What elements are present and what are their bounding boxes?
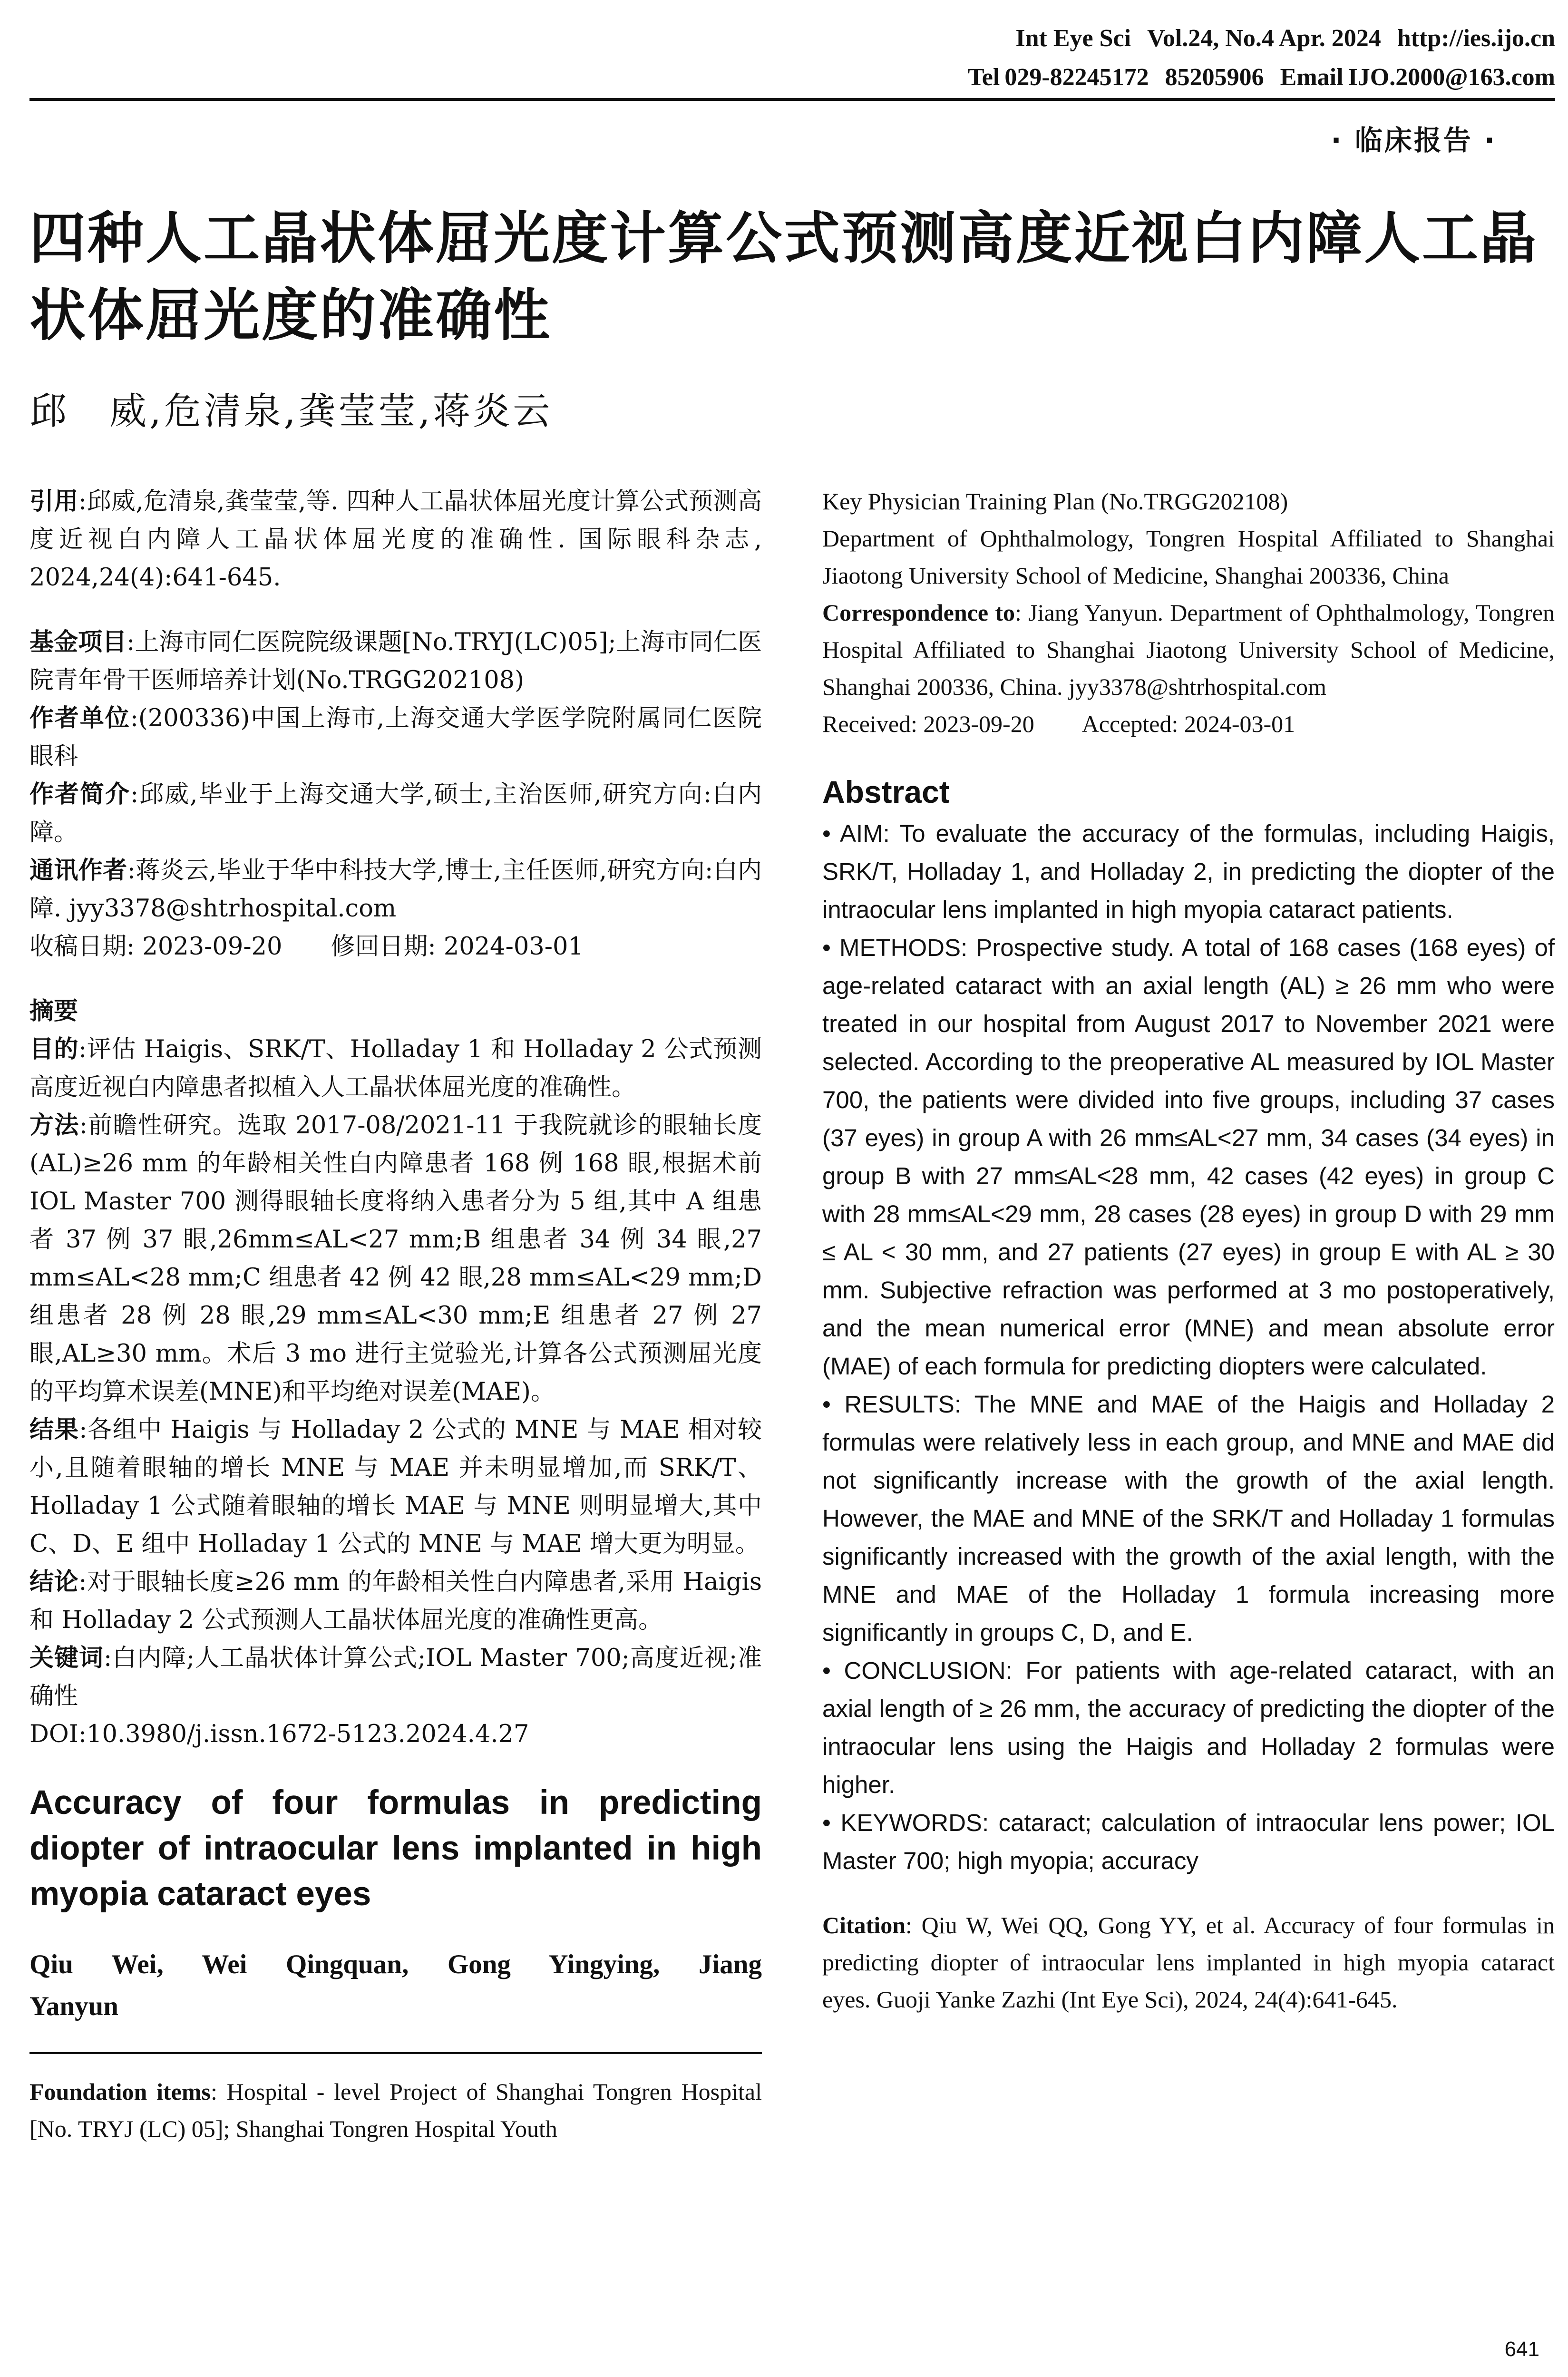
authors-cn: 邱 威,危清泉,龚莹莹,蒋炎云	[29, 390, 553, 433]
correspondence-cn-text: :蒋炎云,毕业于华中科技大学,博士,主任医师,研究方向:白内障. jyy3378@shtrhospital.com	[29, 857, 762, 923]
affiliation-cn	[29, 700, 762, 776]
foundation-rule	[29, 2052, 762, 2054]
bio-cn	[29, 776, 762, 852]
correspondence-en-text: : Jiang Yanyun. Department of Ophthalmology, Tongren Hospital Affiliated to Shanghai Jiaotong University School of Medicine, Shanghai 200336, China. jyy3378@shtrhospital.com	[822, 599, 1555, 700]
results-en	[822, 1385, 1555, 1652]
methods-en-text: : Prospective study. A total of 168 cases (168 eyes) of age-related cataract with an axial length (AL) ≥ 26 mm who were treated in our hospital from August 2017 to November 2021 were selected. According to the preoperative AL measured by IOL Master 700, the patients were divided into five groups, including 37 cases (37 eyes) in group A with 26 mm≤AL<27 mm, 34 cases (34 eyes) in group B with 27 mm≤AL<28 mm, 42 cases (42 eyes) in group C with 28 mm≤AL<29 mm, 28 cases (28 eyes) in group D with 29 mm ≤ AL < 30 mm, and 27 patients (27 eyes) in group E with AL ≥ 30 mm. Subjective refraction was performed at 3 mo postoperatively, and the mean numerical error (MNE) and mean absolute error (MAE) of each formula for predicting diopters were calculated.	[822, 934, 1555, 1380]
department-en: Department of Ophthalmology, Tongren Hospital Affiliated to Shanghai Jiaotong University School of Medicine, Shanghai 200336, China	[822, 525, 1555, 589]
results-cn-label: 结果	[29, 1416, 79, 1444]
header-rule	[29, 98, 1555, 101]
citation-cn-text: :邱威,危清泉,龚莹莹,等. 四种人工晶状体屈光度计算公式预测高度近视白内障人工晶状体屈光度的准确性. 国际眼科杂志, 2024,24(4):641-645.	[29, 487, 762, 592]
citation-cn	[29, 483, 762, 597]
methods-en-label: • METHODS	[822, 934, 961, 961]
correspondence-cn-label: 通讯作者	[29, 857, 127, 885]
abstract-heading-en: Abstract	[822, 774, 950, 809]
affiliation-cn-label: 作者单位	[29, 704, 130, 732]
conclusion-en	[822, 1652, 1555, 1804]
methods-en	[822, 929, 1555, 1385]
article-title-cn: 四种人工晶状体屈光度计算公式预测高度近视白内障人工晶状体屈光度的准确性	[29, 205, 1539, 348]
correspondence-en	[822, 594, 1555, 705]
journal-header-line-2	[713, 58, 1555, 97]
funding-cn-label: 基金项目	[29, 628, 127, 656]
citation-cn-label: 引用	[29, 487, 78, 516]
methods-cn	[29, 1107, 762, 1411]
email-address[interactable]: IJO.2000@163.com	[1348, 64, 1555, 91]
results-en-text: : The MNE and MAE of the Haigis and Holladay 2 formulas were relatively less in each group, and MNE and MAE did not significantly increase with the growth of the axial length. However, the MAE and MNE of the SRK/T and Holladay 1 formulas significantly increased with the growth of the axial length, with the MNE and MAE of the Holladay 1 formula increasing more significantly in groups C, D, and E.	[822, 1391, 1555, 1646]
dates-cn: 收稿日期: 2023-09-20 修回日期: 2024-03-01	[29, 933, 584, 961]
citation-en-label: Citation	[822, 1912, 906, 1939]
aim-en-label: • AIM	[822, 820, 883, 847]
bio-cn-label: 作者简介	[29, 780, 130, 809]
results-cn-text: :各组中 Haigis 与 Holladay 2 公式的 MNE 与 MAE 相对较小,且随着眼轴的增长 MNE 与 MAE 并未明显增加,而 SRK/T、Holladay 1 公式随着眼轴的增长 MAE 与 MNE 则明显增大,其中 C、D、E 组中 Holladay 1 公式的 MNE 与 MAE 增大更为明显。	[29, 1416, 762, 1558]
doi[interactable]: DOI:10.3980/j.issn.1672-5123.2024.4.27	[29, 1720, 529, 1748]
email-label: Email	[1280, 64, 1344, 91]
abstract-heading-cn: 摘要	[29, 997, 78, 1025]
foundation-items-label: Foundation items	[29, 2078, 211, 2105]
tel-number-2: 85205906	[1165, 64, 1264, 91]
funding-cn-text: :上海市同仁医院院级课题[No.TRYJ(LC)05];上海市同仁医院青年骨干医师培养计划(No.TRGG202108)	[29, 628, 762, 694]
page-number: 641	[1504, 2338, 1539, 2361]
methods-cn-text: :前瞻性研究。选取 2017-08/2021-11 于我院就诊的眼轴长度(AL)≥26 mm 的年龄相关性白内障患者 168 例 168 眼,根据术前 IOL Master 700 测得眼轴长度将纳入患者分为 5 组,其中 A 组患者 37 例 37 眼,26mm≤AL<27 mm;B 组患者 34 例 34 眼,27 mm≤AL<28 mm;C 组患者 42 例 42 眼,28 mm≤AL<29 mm;D 组患者 28 例 28 眼,29 mm≤AL<30 mm;E 组患者 27 例 27 眼,AL≥30 mm。术后 3 mo 进行主觉验光,计算各公式预测屈光度的平均算术误差(MNE)和平均绝对误差(MAE)。	[29, 1111, 762, 1406]
aim-cn-text: :评估 Haigis、SRK/T、Holladay 1 和 Holladay 2 公式预测高度近视白内障患者拟植入人工晶状体屈光度的准确性。	[29, 1035, 762, 1101]
keywords-en-text: : cataract; calculation of intraocular lens power; IOL Master 700; high myopia; accuracy	[822, 1809, 1555, 1874]
journal-header	[713, 19, 1555, 97]
methods-cn-label: 方法	[29, 1111, 79, 1140]
bio-cn-text: :邱威,毕业于上海交通大学,硕士,主治医师,研究方向:白内障。	[29, 780, 762, 847]
conclusion-en-label: • CONCLUSION	[822, 1657, 1006, 1684]
keywords-en-label: • KEYWORDS	[822, 1809, 982, 1836]
aim-en-text: : To evaluate the accuracy of the formulas, including Haigis, SRK/T, Holladay 1, and Holladay 2, in predicting the diopter of the intraocular lens implanted in high myopia cataract patients.	[822, 820, 1555, 923]
keywords-cn	[29, 1639, 762, 1715]
citation-en	[822, 1907, 1555, 2018]
results-cn	[29, 1411, 762, 1563]
results-en-label: • RESULTS	[822, 1391, 954, 1418]
journal-url[interactable]: http://ies.ijo.cn	[1397, 25, 1555, 52]
tel-label: Tel	[967, 64, 1000, 91]
conclusion-en-text: : For patients with age-related cataract, with an axial length of ≥ 26 mm, the accuracy of predicting the diopter of the intraocular lens using the Haigis and Holladay 2 formulas were higher.	[822, 1657, 1555, 1798]
foundation-items-continued: Key Physician Training Plan (No.TRGG202108)	[822, 488, 1288, 515]
citation-en-text: : Qiu W, Wei QQ, Gong YY, et al. Accuracy of four formulas in predicting diopter of intraocular lens implanted in high myopia cataract eyes. Guoji Yanke Zazhi (Int Eye Sci), 2024, 24(4):641-645.	[822, 1912, 1555, 2013]
section-label: · 临床报告 ·	[1331, 124, 1497, 156]
left-column	[29, 483, 762, 2147]
keywords-cn-text: :白内障;人工晶状体计算公式;IOL Master 700;高度近视;准确性	[29, 1644, 762, 1710]
correspondence-cn	[29, 852, 762, 928]
aim-cn	[29, 1031, 762, 1107]
conclusion-cn-text: :对于眼轴长度≥26 mm 的年龄相关性白内障患者,采用 Haigis 和 Holladay 2 公式预测人工晶状体屈光度的准确性更高。	[29, 1568, 762, 1634]
keywords-en	[822, 1804, 1555, 1880]
conclusion-cn-label: 结论	[29, 1568, 79, 1596]
foundation-items-en	[29, 2073, 762, 2147]
conclusion-cn	[29, 1563, 762, 1639]
authors-en: Qiu Wei, Wei Qingquan, Gong Yingying, Jiang Yanyun	[29, 1949, 762, 2021]
journal-header-line-1	[713, 19, 1555, 58]
received-accepted: Received: 2023-09-20 Accepted: 2024-03-01	[822, 711, 1295, 737]
journal-name: Int Eye Sci	[1015, 25, 1131, 52]
right-column	[822, 483, 1555, 2018]
tel-number: 029-82245172	[1004, 64, 1149, 91]
journal-volume-issue: Vol.24, No.4 Apr. 2024	[1147, 25, 1381, 52]
article-title-en: Accuracy of four formulas in predicting diopter of intraocular lens implanted in high myopia cataract eyes	[29, 1784, 762, 1913]
affiliation-cn-text: :(200336)中国上海市,上海交通大学医学院附属同仁医院眼科	[29, 704, 762, 770]
aim-cn-label: 目的	[29, 1035, 79, 1063]
aim-en	[822, 815, 1555, 929]
foundation-items-text: : Hospital - level Project of Shanghai Tongren Hospital [No. TRYJ (LC) 05]; Shanghai Tongren Hospital Youth	[29, 2078, 762, 2142]
keywords-cn-label: 关键词	[29, 1644, 104, 1672]
correspondence-en-label: Correspondence to	[822, 599, 1015, 626]
funding-cn	[29, 623, 762, 700]
